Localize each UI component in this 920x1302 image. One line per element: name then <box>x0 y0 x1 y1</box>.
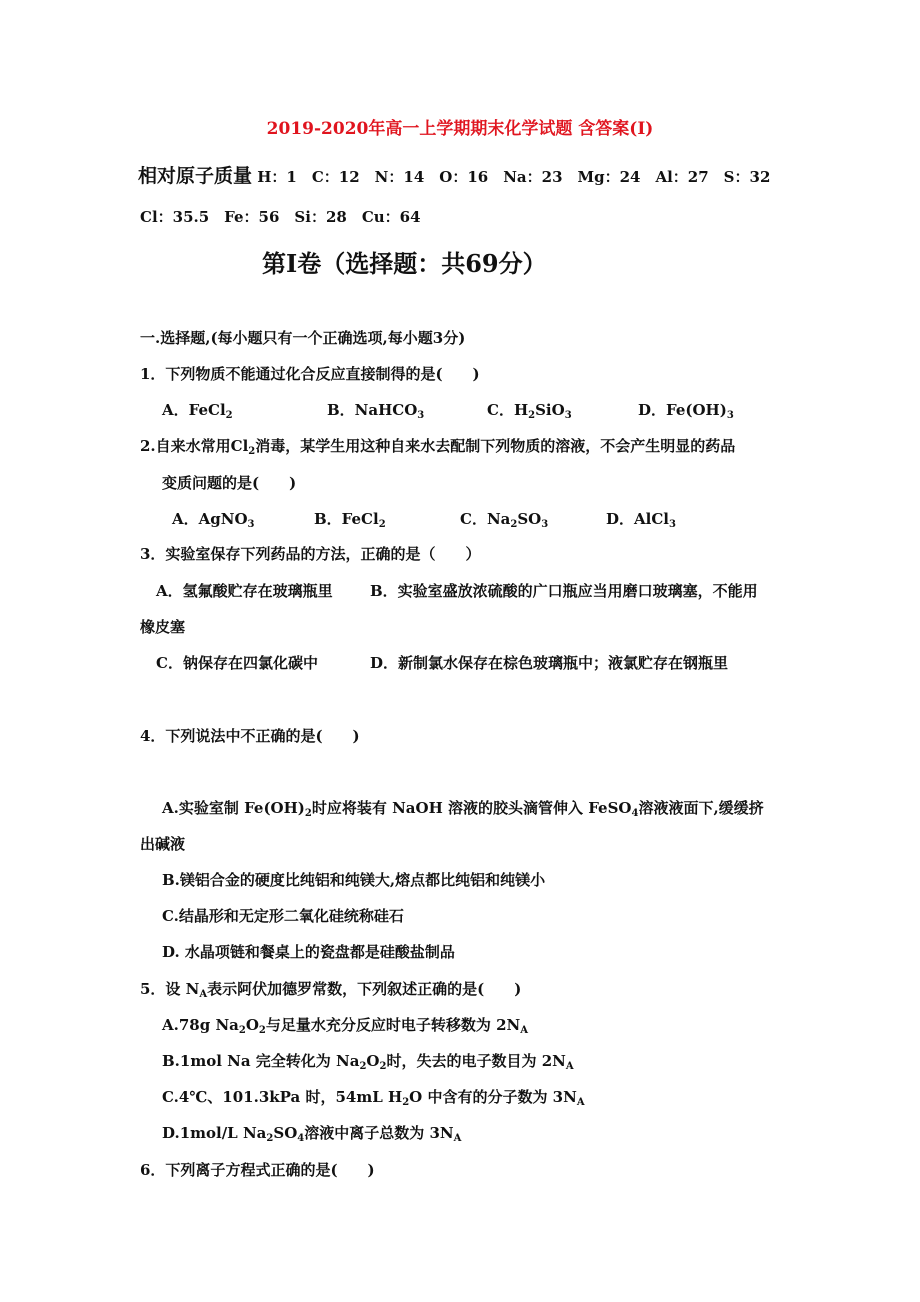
q1-option-c: C．$H_2SiO_3$ <box>487 401 572 421</box>
section-heading: 第Ⅰ卷（选择题：共69分） <box>262 249 547 278</box>
q2-option-b: B．FeCl$_2$ <box>314 510 386 530</box>
q5-option-b: B.1mol Na 完全转化为 $Na_2O_2$时，失去的电子数目为 $2N_A$ <box>162 1052 574 1072</box>
q4-option-a: A.实验室制 $Fe(OH)_2$时应将装有 NaOH 溶液的胶头滴管伸入 FeSO$_4$溶液液面下,缓缓挤 <box>162 799 764 819</box>
q4-option-a-cont: 出碱液 <box>140 835 186 853</box>
q6-stem: 6．下列离子方程式正确的是( ) <box>140 1161 375 1179</box>
atomic-mass-values-2: Cl：35.5 Fe：56 Si：28 Cu：64 <box>140 208 421 226</box>
q2-stem-cont: 变质问题的是( ) <box>162 474 297 492</box>
q5-option-d: D.1mol/L $Na_2SO_4$溶液中离子总数为 $3N_A$ <box>162 1124 462 1144</box>
q5-option-c: C.4℃、101.3kPa 时，54mL $H_2O$ 中含有的分子数为 $3N_A$ <box>162 1088 585 1108</box>
q2-stem: 2.自来水常用$Cl_2$消毒，某学生用这种自来水去配制下列物质的溶液，不会产生明显的药品 <box>140 437 736 457</box>
q1-stem: 1．下列物质不能通过化合反应直接制得的是( ) <box>140 365 480 383</box>
q3-option-b: B．实验室盛放浓硫酸的广口瓶应当用磨口玻璃塞，不能用 <box>370 582 758 600</box>
q5-option-a: A.78g $Na_2O_2$与足量水充分反应时电子转移数为 $2N_A$ <box>162 1016 529 1036</box>
q4-stem: 4．下列说法中不正确的是( ) <box>140 727 360 745</box>
q1-option-b: B．NaHCO$_3$ <box>327 401 425 421</box>
document-title: 2019-2020年高一上学期期末化学试题 含答案(I) <box>266 119 654 139</box>
q3-stem: 3．实验室保存下列药品的方法，正确的是（ ） <box>140 545 481 563</box>
q4-option-d: D. 水晶项链和餐桌上的瓷盘都是硅酸盐制品 <box>162 943 455 961</box>
q5-stem: 5．设 $N_A$表示阿伏加德罗常数，下列叙述正确的是( ) <box>140 980 522 1000</box>
q4-option-b: B.镁铝合金的硬度比纯铝和纯镁大,熔点都比纯铝和纯镁小 <box>162 871 546 889</box>
q3-option-b-cont: 橡皮塞 <box>140 618 186 636</box>
q1-option-d: D．$Fe(OH)_3$ <box>638 401 734 421</box>
q2-option-a: A．AgNO$_3$ <box>172 510 255 530</box>
atomic-mass-line-1 <box>138 166 770 187</box>
part-header: 一.选择题,(每小题只有一个正确选项,每小题3分) <box>140 329 466 347</box>
q3-option-d: D．新制氯水保存在棕色玻璃瓶中；液氯贮存在钢瓶里 <box>370 654 729 672</box>
atomic-mass-label: 相对原子质量 <box>138 165 253 187</box>
q4-option-c: C.结晶形和无定形二氧化硅统称硅石 <box>162 907 404 925</box>
q1-option-a: A．FeCl$_2$ <box>162 401 233 421</box>
q3-option-a: A．氢氟酸贮存在玻璃瓶里 <box>156 582 333 600</box>
q3-option-c: C．钠保存在四氯化碳中 <box>156 654 318 672</box>
atomic-mass-values-1: H：1 C：12 N：14 O：16 Na：23 Mg：24 Al：27 S：32 <box>257 168 771 186</box>
q2-option-c: C．$Na_2SO_3$ <box>460 510 549 530</box>
q2-option-d: D．AlCl$_3$ <box>606 510 676 530</box>
